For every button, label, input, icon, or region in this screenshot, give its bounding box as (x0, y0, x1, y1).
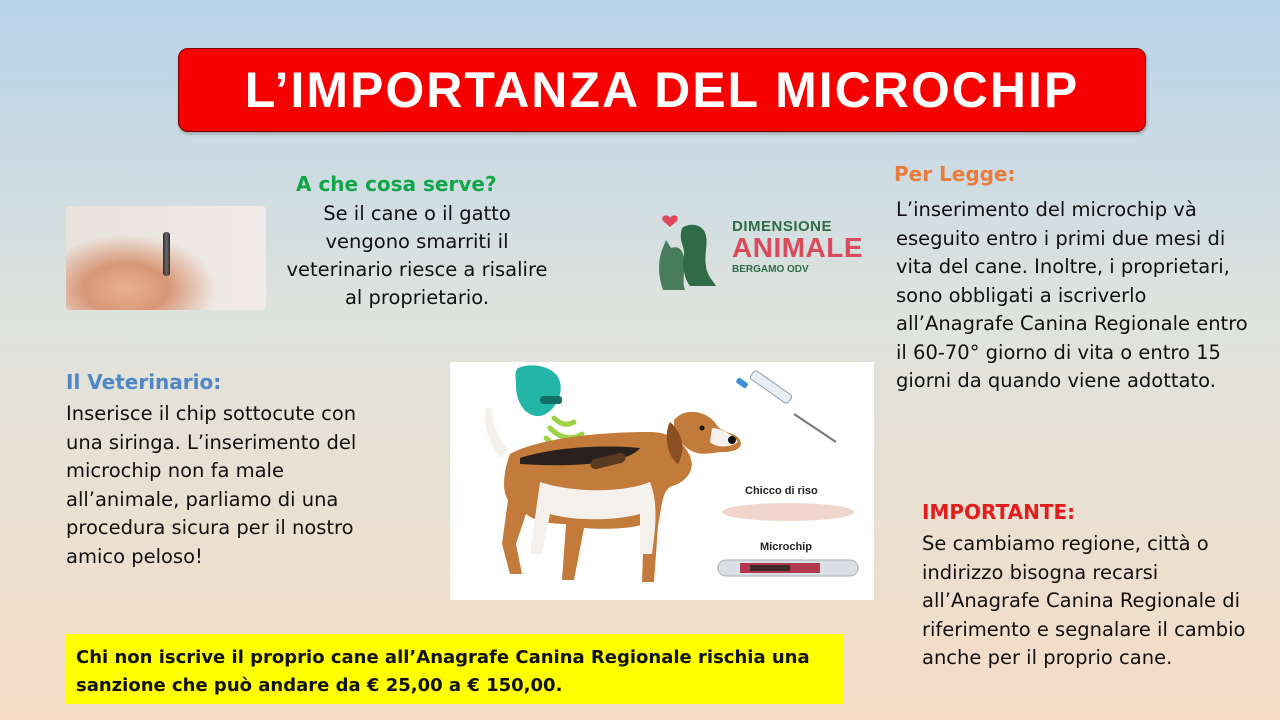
importante-text: Se cambiamo regione, città o indirizzo bisogna recarsi all’Anagrafe Canina Regionale di riferimento e segnalare il cambio anche per il proprio cane. (922, 532, 1246, 669)
microchip-label: Microchip (760, 541, 812, 553)
logo-line-3: BERGAMO ODV (732, 264, 809, 275)
sanzione-highlight (66, 634, 844, 704)
veterinario-text: Inserisce il chip sottocute con una siringa. L’inserimento del microchip non fa male all’animale, parliamo di una procedura sicura per il nostro amico peloso! (66, 402, 357, 568)
rice-label: Chicco di riso (745, 485, 818, 497)
finger-microchip-photo (66, 206, 266, 310)
importante-heading: IMPORTANTE: (922, 500, 1076, 524)
sanzione-text: Chi non iscrive il proprio cane all’Anagrafe Canina Regionale rischia una sanzione che può andare da € 25,00 a € 150,00. (76, 647, 810, 696)
cat-silhouette-icon (659, 240, 685, 290)
legge-text: L’inserimento del microchip và eseguito entro i primi due mesi di vita del cane. Inoltre, i proprietari, sono obbligati a iscriverlo all’Anagrafe Canina Regionale entro il 60-70° giorno di vita o entro 15 giorni da quando viene adottato. (896, 198, 1248, 392)
logo-line-2: ANIMALE (732, 232, 864, 263)
dog-scanner-illustration (450, 362, 874, 600)
scanner-icon (516, 365, 563, 416)
beagle-dog-image (485, 408, 741, 582)
serve-heading: A che cosa serve? (296, 172, 497, 196)
rice-grain-icon (722, 503, 854, 521)
microchip-image (163, 232, 170, 276)
syringe-icon (735, 370, 836, 442)
serve-text: Se il cane o il gatto vengono smarriti il veterinario riesce a risalire al proprietario. (286, 202, 548, 309)
title-banner (178, 48, 1146, 132)
logo-line-1: DIMENSIONE (732, 218, 833, 235)
dog-silhouette-icon (681, 225, 716, 286)
microchip-closeup-icon (718, 560, 858, 576)
veterinario-heading: Il Veterinario: (66, 370, 222, 394)
legge-heading: Per Legge: (894, 162, 1016, 186)
heart-icon (662, 215, 677, 227)
page-title: L’IMPORTANZA DEL MICROCHIP (244, 62, 1080, 118)
